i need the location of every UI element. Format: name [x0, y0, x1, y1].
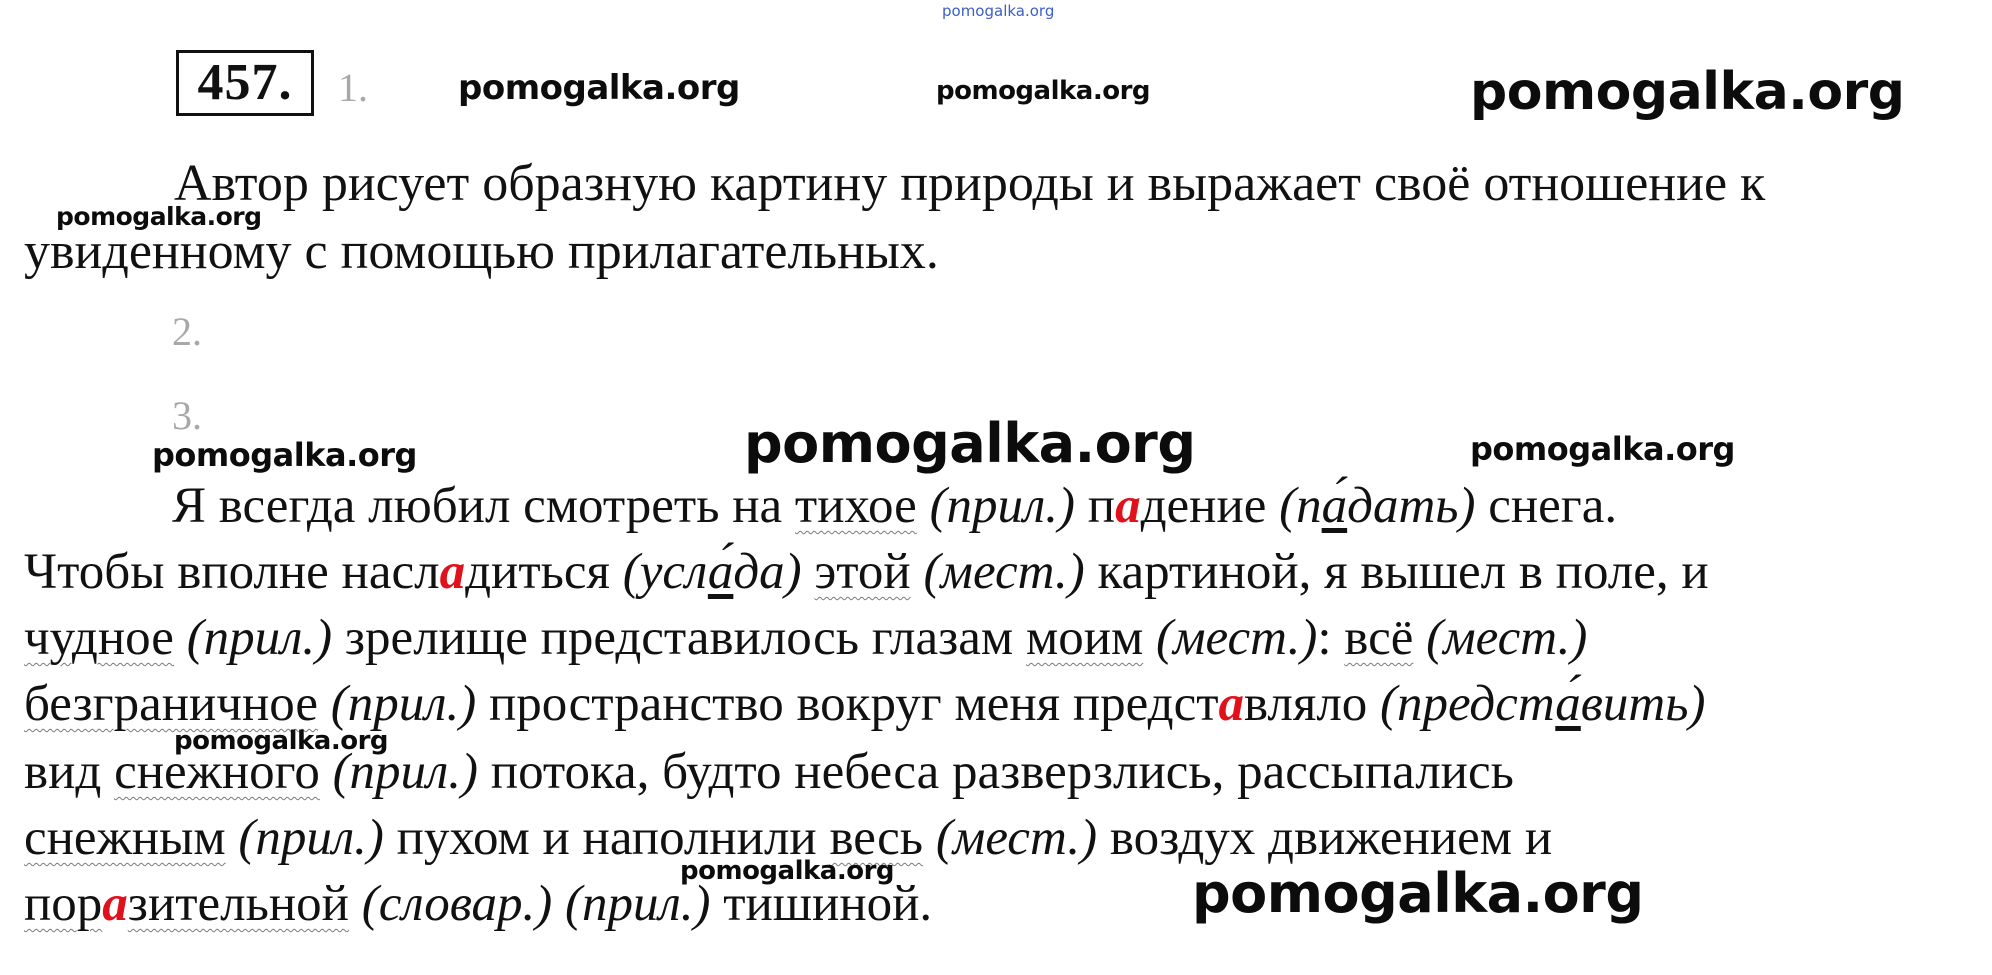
adjective-word: безграничное	[24, 676, 319, 732]
text-span: :	[1317, 610, 1345, 666]
text-span: пространство вокруг меня предст	[476, 676, 1219, 732]
text-span: Чтобы вполне насл	[24, 544, 440, 600]
watermark: pomogalka.org	[152, 436, 417, 474]
highlighted-vowel: а	[439, 544, 466, 600]
watermark: pomogalka.org	[744, 412, 1196, 475]
pronoun-word: весь	[829, 810, 924, 866]
adjective-word: тихое	[794, 478, 917, 534]
check-word: да)	[733, 544, 802, 600]
grammar-note: (прил.)	[225, 810, 384, 866]
text-span: дение	[1140, 478, 1280, 534]
grammar-note: (мест.)	[923, 810, 1098, 866]
grammar-note: (прил.)	[916, 478, 1088, 534]
grammar-note: (прил.)	[319, 744, 479, 800]
top-watermark: pomogalka.org	[942, 2, 1055, 20]
list-number-2: 2.	[172, 309, 202, 354]
watermark: pomogalka.org	[936, 76, 1151, 106]
text-span: тишиной.	[710, 876, 933, 932]
check-word: (п	[1279, 478, 1322, 534]
adjective-word: чудное	[24, 610, 174, 666]
pronoun-word: моим	[1025, 610, 1144, 666]
adjective-word: снежным	[24, 810, 226, 866]
list-number-3: 3.	[172, 393, 202, 438]
grammar-note: (мест.)	[910, 544, 1085, 600]
highlighted-vowel: а	[1218, 676, 1244, 732]
stressed-vowel: а́	[707, 544, 734, 600]
watermark: pomogalka.org	[174, 726, 389, 756]
watermark: pomogalka.org	[1470, 62, 1905, 122]
text-span: снега.	[1475, 478, 1618, 534]
text-span: пухом и наполнили	[383, 810, 830, 866]
highlighted-vowel: а	[1115, 478, 1141, 534]
text-span: Я всегда любил смотреть на	[172, 478, 795, 534]
check-word: (предст	[1380, 676, 1556, 732]
grammar-note: (мест.)	[1413, 610, 1588, 666]
pronoun-word: всё	[1344, 610, 1414, 666]
adjective-word: снежного	[114, 744, 320, 800]
text-span: воздух движением и	[1097, 810, 1553, 866]
check-word: дать)	[1347, 478, 1476, 534]
grammar-note: (прил.)	[173, 610, 333, 666]
text-span: п	[1087, 478, 1116, 534]
watermark: pomogalka.org	[1192, 862, 1644, 925]
text-span: вид	[24, 744, 115, 800]
stressed-vowel: а́	[1555, 676, 1581, 732]
adjective-word: зительной	[127, 876, 349, 932]
check-word: (усл	[622, 544, 708, 600]
grammar-note: (словар.) (прил.)	[348, 876, 711, 932]
text-line-1	[172, 476, 1617, 536]
check-word: вить)	[1580, 676, 1706, 732]
pronoun-word: этой	[814, 544, 911, 600]
text-span: картиной, я вышел в поле, и	[1084, 544, 1709, 600]
text-line-4	[24, 674, 1705, 734]
watermark: pomogalka.org	[1470, 430, 1735, 468]
task-number: 457.	[176, 50, 314, 116]
text-span: диться	[465, 544, 623, 600]
list-number-1: 1.	[338, 65, 368, 110]
grammar-note: (мест.)	[1143, 610, 1318, 666]
answer-paragraph-1: Автор рисует образную картину природы и выражает своё отношение к увиденному с помощью прилагательных.	[24, 155, 1766, 280]
adjective-word: пор	[24, 876, 103, 932]
stressed-vowel: а́	[1321, 478, 1348, 534]
watermark: pomogalka.org	[56, 202, 262, 231]
text-span: потока, будто небеса разверзлись, рассыпались	[478, 744, 1514, 800]
text-line-2	[24, 542, 1709, 602]
highlighted-vowel: а	[102, 876, 128, 932]
text-span	[802, 544, 815, 600]
text-span: вляло	[1244, 676, 1381, 732]
text-span: зрелище представилось глазам	[332, 610, 1026, 666]
text-line-3	[24, 608, 1587, 668]
grammar-note: (прил.)	[318, 676, 477, 732]
watermark: pomogalka.org	[680, 856, 895, 886]
watermark: pomogalka.org	[458, 68, 740, 108]
